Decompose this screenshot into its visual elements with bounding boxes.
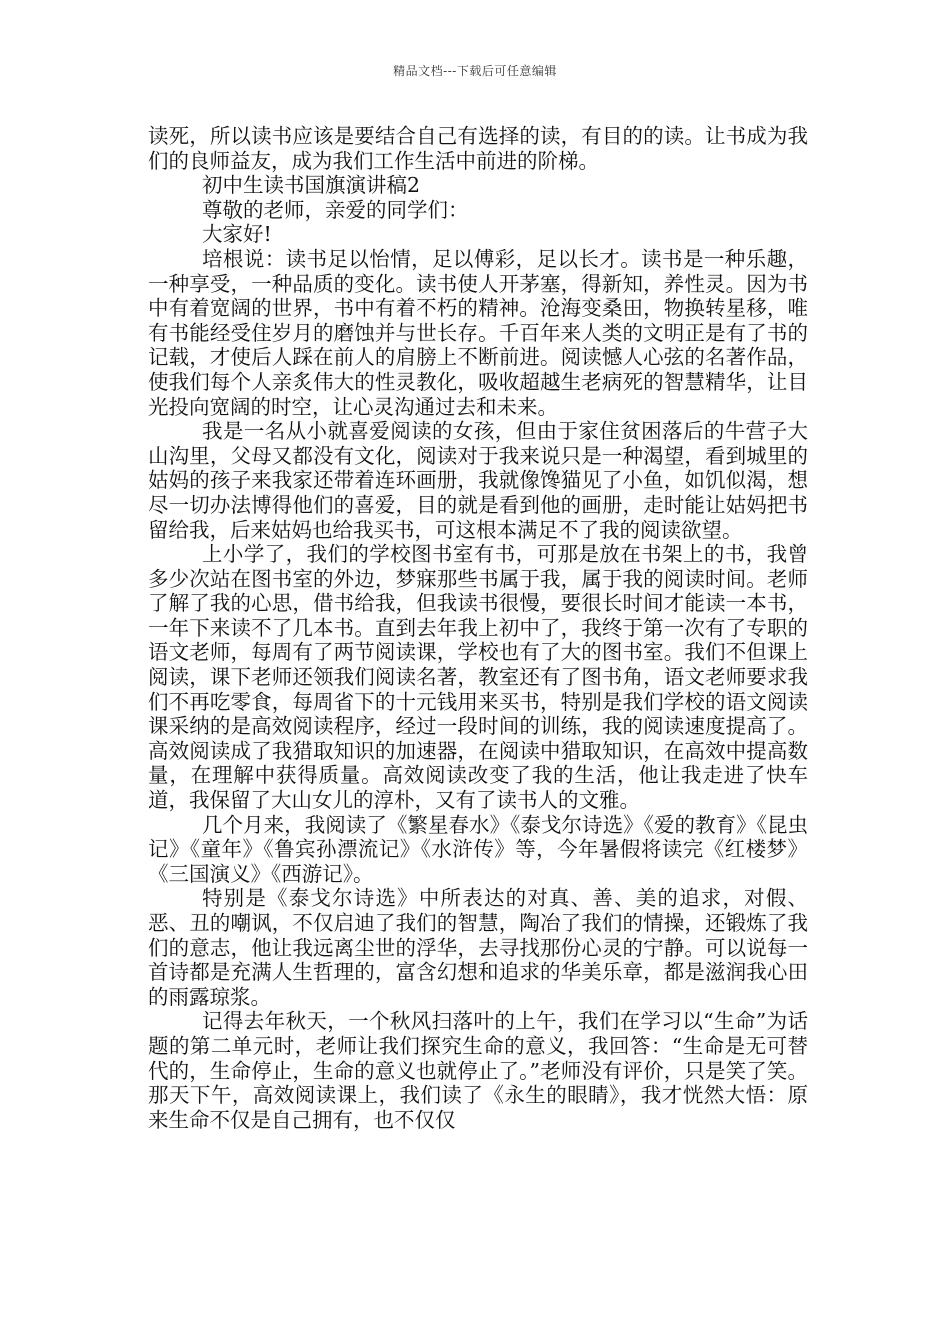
paragraph-continuation: 读死，所以读书应该是要结合自己有选择的读，有目的的读。让书成为我们的良师益友，成为我们工作生活中前进的阶梯。 (148, 124, 808, 173)
paragraph: 上小学了，我们的学校图书室有书，可那是放在书架上的书，我曾多少次站在图书室的外边，梦寐那些书属于我，属于我的阅读时间。老师了解了我的心思，借书给我，但我读书很慢，要很长时间才能读一本书，一年下来读不了几本书。直到去年我上初中了，我终于第一次有了专职的语文老师，每周有了两节阅读课，学校也有了大的图书室。我们不但课上阅读，课下老师还领我们阅读名著，教室还有了图书角，语文老师要求我们不再吃零食，每周省下的十元钱用来买书，特别是我们学校的语文阅读课采纳的是高效阅读程序，经过一段时间的训练，我的阅读速度提高了。高效阅读成了我猎取知识的加速器，在阅读中猎取知识，在高效中提高数量，在理解中获得质量。高效阅读改变了我的生活，他让我走进了快车道，我保留了大山女儿的淳朴，又有了读书人的文雅。 (148, 542, 808, 813)
paragraph: 几个月来，我阅读了《繁星春水》《泰戈尔诗选》《爱的教育》《昆虫记》《童年》《鲁宾孙漂流记》《水浒传》等，今年暑假将读完《红楼梦》《三国演义》《西游记》。 (148, 812, 808, 886)
speech-title: 初中生读书国旗演讲稿2 (202, 173, 421, 198)
salutation: 尊敬的老师，亲爱的同学们： (202, 197, 469, 222)
paragraph: 特别是《泰戈尔诗选》中所表达的对真、善、美的追求，对假、恶、丑的嘲讽，不仅启迪了我们的智慧，陶冶了我们的情操，还锻炼了我们的意志，他让我远离尘世的浮华，去寻找那份心灵的宁静。可以说每一首诗都是充满人生哲理的，富含幻想和追求的华美乐章，都是滋润我心田的雨露琼浆。 (148, 886, 808, 1009)
document-body (148, 124, 808, 1132)
page-header: 精品文档---下载后可任意编辑 (393, 64, 557, 78)
paragraph: 记得去年秋天，一个秋风扫落叶的上午，我们在学习以“生命”为话题的第二单元时，老师让我们探究生命的意义，我回答：“生命是无可替代的，生命停止，生命的意义也就停止了。”老师没有评价，只是笑了笑。那天下午，高效阅读课上，我们读了《永生的眼睛》，我才恍然大悟：原来生命不仅是自己拥有，也不仅仅 (148, 1009, 808, 1132)
paragraph: 我是一名从小就喜爱阅读的女孩，但由于家住贫困落后的牛营子大山沟里，父母又都没有文化，阅读对于我来说只是一种渴望，看到城里的姑妈的孩子来我家还带着连环画册，我就像馋猫见了小鱼，如饥似渴，想尽一切办法博得他们的喜爱，目的就是看到他的画册，走时能让姑妈把书留给我，后来姑妈也给我买书，可这根本满足不了我的阅读欲望。 (148, 419, 808, 542)
paragraph: 培根说：读书足以怡情，足以傅彩，足以长才。读书是一种乐趣，一种享受，一种品质的变化。读书使人开茅塞，得新知，养性灵。因为书中有着宽阔的世界，书中有着不朽的精神。沧海变桑田，物换转星移，唯有书能经受住岁月的磨蚀并与世长存。千百年来人类的文明正是有了书的记载，才使后人踩在前人的肩膀上不断前进。阅读憾人心弦的名著作品，使我们每个人亲炙伟大的性灵教化，吸收超越生老病死的智慧精华，让目光投向宽阔的时空，让心灵沟通过去和未来。 (148, 246, 808, 419)
greeting: 大家好! (202, 222, 272, 247)
